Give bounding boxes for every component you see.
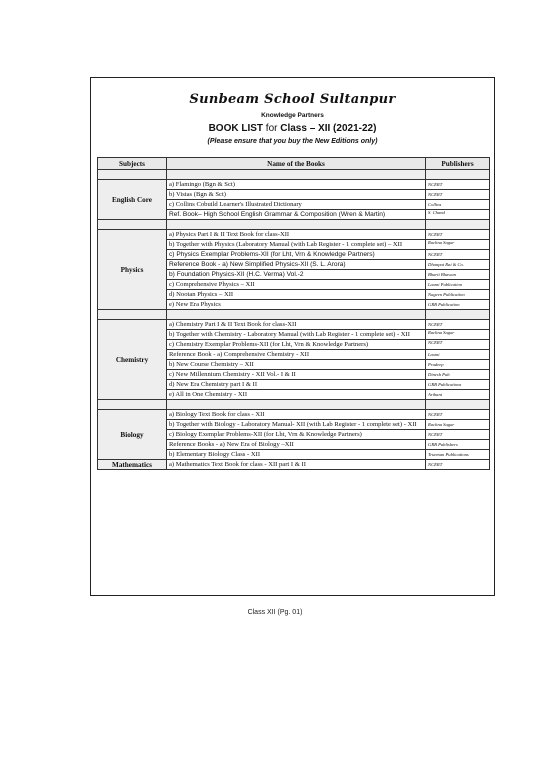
book-title: c) New Millennium Chemistry - XII Vol.- I & II <box>167 370 426 380</box>
book-title: c) Physics Exemplar Problems-XII (for Lht, Vrn & Knowledge Partners) <box>167 250 426 260</box>
publisher: NCERT <box>426 410 490 420</box>
publisher: Nageen Publication <box>426 290 490 300</box>
publisher: Arihant <box>426 390 490 400</box>
publisher: NCERT <box>426 460 490 470</box>
publisher: NCERT <box>426 180 490 190</box>
book-title: a) Chemistry Part I & II Text Book for class-XII <box>167 320 426 330</box>
col-books: Name of the Books <box>167 158 426 170</box>
spacer-row <box>98 400 490 410</box>
publisher: NCERT <box>426 320 490 330</box>
book-title: a) Mathematics Text Book for class - XII part I & II <box>167 460 426 470</box>
table-row <box>98 180 490 190</box>
book-title: b) Foundation Physics-XII (H.C. Verma) Vol.-2 <box>167 270 426 280</box>
book-title: b) Vistas (Bgn & Sct) <box>167 190 426 200</box>
subject-physics: Physics <box>98 230 167 310</box>
book-title: e) New Era Physics <box>167 300 426 310</box>
book-title: c) Comprehensive Physics – XII <box>167 280 426 290</box>
book-list-for: for <box>265 123 278 134</box>
book-list-label: BOOK LIST <box>208 123 264 134</box>
school-name: Sunbeam School Sultanpur <box>189 92 396 107</box>
publisher: GRB Publications <box>426 380 490 390</box>
spacer-row <box>98 220 490 230</box>
publisher: Rachna Sagar <box>426 240 490 250</box>
publisher: Bharti Bhawan <box>426 270 490 280</box>
book-title: Reference Book - a) New Simplified Physics-XII (S. L. Arora) <box>167 260 426 270</box>
book-title: a) Flamingo (Bgn & Sct) <box>167 180 426 190</box>
publisher: S. Chand <box>426 210 490 220</box>
publisher: NCERT <box>426 190 490 200</box>
col-subjects: Subjects <box>98 158 167 170</box>
book-title: b) Together with Chemistry - Laboratory Manual (with Lab Register - 1 complete set) - XII <box>167 330 426 340</box>
publisher: NCERT <box>426 230 490 240</box>
table-row <box>98 460 490 470</box>
publisher: Laxmi Publication <box>426 280 490 290</box>
book-title: Ref. Book– High School English Grammar & Composition (Wren & Martin) <box>167 210 426 220</box>
book-list-title <box>91 123 494 134</box>
col-publishers: Publishers <box>426 158 490 170</box>
book-title: b) New Course Chemistry – XII <box>167 360 426 370</box>
book-title: e) All in One Chemistry - XII <box>167 390 426 400</box>
publisher: Rachna Sagar <box>426 420 490 430</box>
book-title: c) Biology Exemplar Problems-XII (for Lht, Vrn & Knowledge Partners) <box>167 430 426 440</box>
book-title: Reference Books - a) New Era of Biology –XII <box>167 440 426 450</box>
book-list-table <box>97 157 490 470</box>
editions-note: (Please ensure that you buy the New Editions only) <box>207 138 378 145</box>
spacer-row <box>98 170 490 180</box>
book-list-frame <box>90 77 495 596</box>
book-title: a) Biology Text Book for class - XII <box>167 410 426 420</box>
book-list-class: Class – XII (2021-22) <box>280 123 377 134</box>
publisher: Dhanpat Rai & Co. <box>426 260 490 270</box>
publisher: Trueman Publications <box>426 450 490 460</box>
book-title: Reference Book - a) Comprehensive Chemistry - XII <box>167 350 426 360</box>
publisher: NCERT <box>426 430 490 440</box>
publisher: Laxmi <box>426 350 490 360</box>
book-title: d) Nootan Physics – XII <box>167 290 426 300</box>
book-title: c) Collins Cobuild Learner's Illustrated Dictionary <box>167 200 426 210</box>
book-title: a) Physics Part I & II Text Book for class-XII <box>167 230 426 240</box>
knowledge-partners: Knowledge Partners <box>261 112 324 119</box>
publisher: NCERT <box>426 340 490 350</box>
book-title: b) Together with Biology - Laboratory Manual- XII (with Lab Register - 1 complete set) - XII <box>167 420 426 430</box>
table-row <box>98 320 490 330</box>
spacer-row <box>98 310 490 320</box>
table-row <box>98 230 490 240</box>
publisher: Rachna Sagar <box>426 330 490 340</box>
publisher: NCERT <box>426 250 490 260</box>
publisher: Dinesh Pub <box>426 370 490 380</box>
book-title: b) Together with Physics (Laboratory Manual (with Lab Register - 1 complete set) – XII <box>167 240 426 250</box>
subject-mathematics: Mathematics <box>98 460 167 470</box>
page-footer: Class XII (Pg. 01) <box>247 609 303 616</box>
publisher: Collins <box>426 200 490 210</box>
table-row <box>98 410 490 420</box>
table-header-row <box>98 158 490 170</box>
book-title: b) Elementary Biology Class - XII <box>167 450 426 460</box>
subject-english: English Core <box>98 180 167 220</box>
book-title: d) New Era Chemistry part I & II <box>167 380 426 390</box>
subject-chemistry: Chemistry <box>98 320 167 400</box>
publisher: Pradeep <box>426 360 490 370</box>
subject-biology: Biology <box>98 410 167 460</box>
publisher: GRB Publishers <box>426 440 490 450</box>
book-title: c) Chemistry Exemplar Problems-XII (for Lht, Vrn & Knowledge Partners) <box>167 340 426 350</box>
publisher: GRB Publication <box>426 300 490 310</box>
